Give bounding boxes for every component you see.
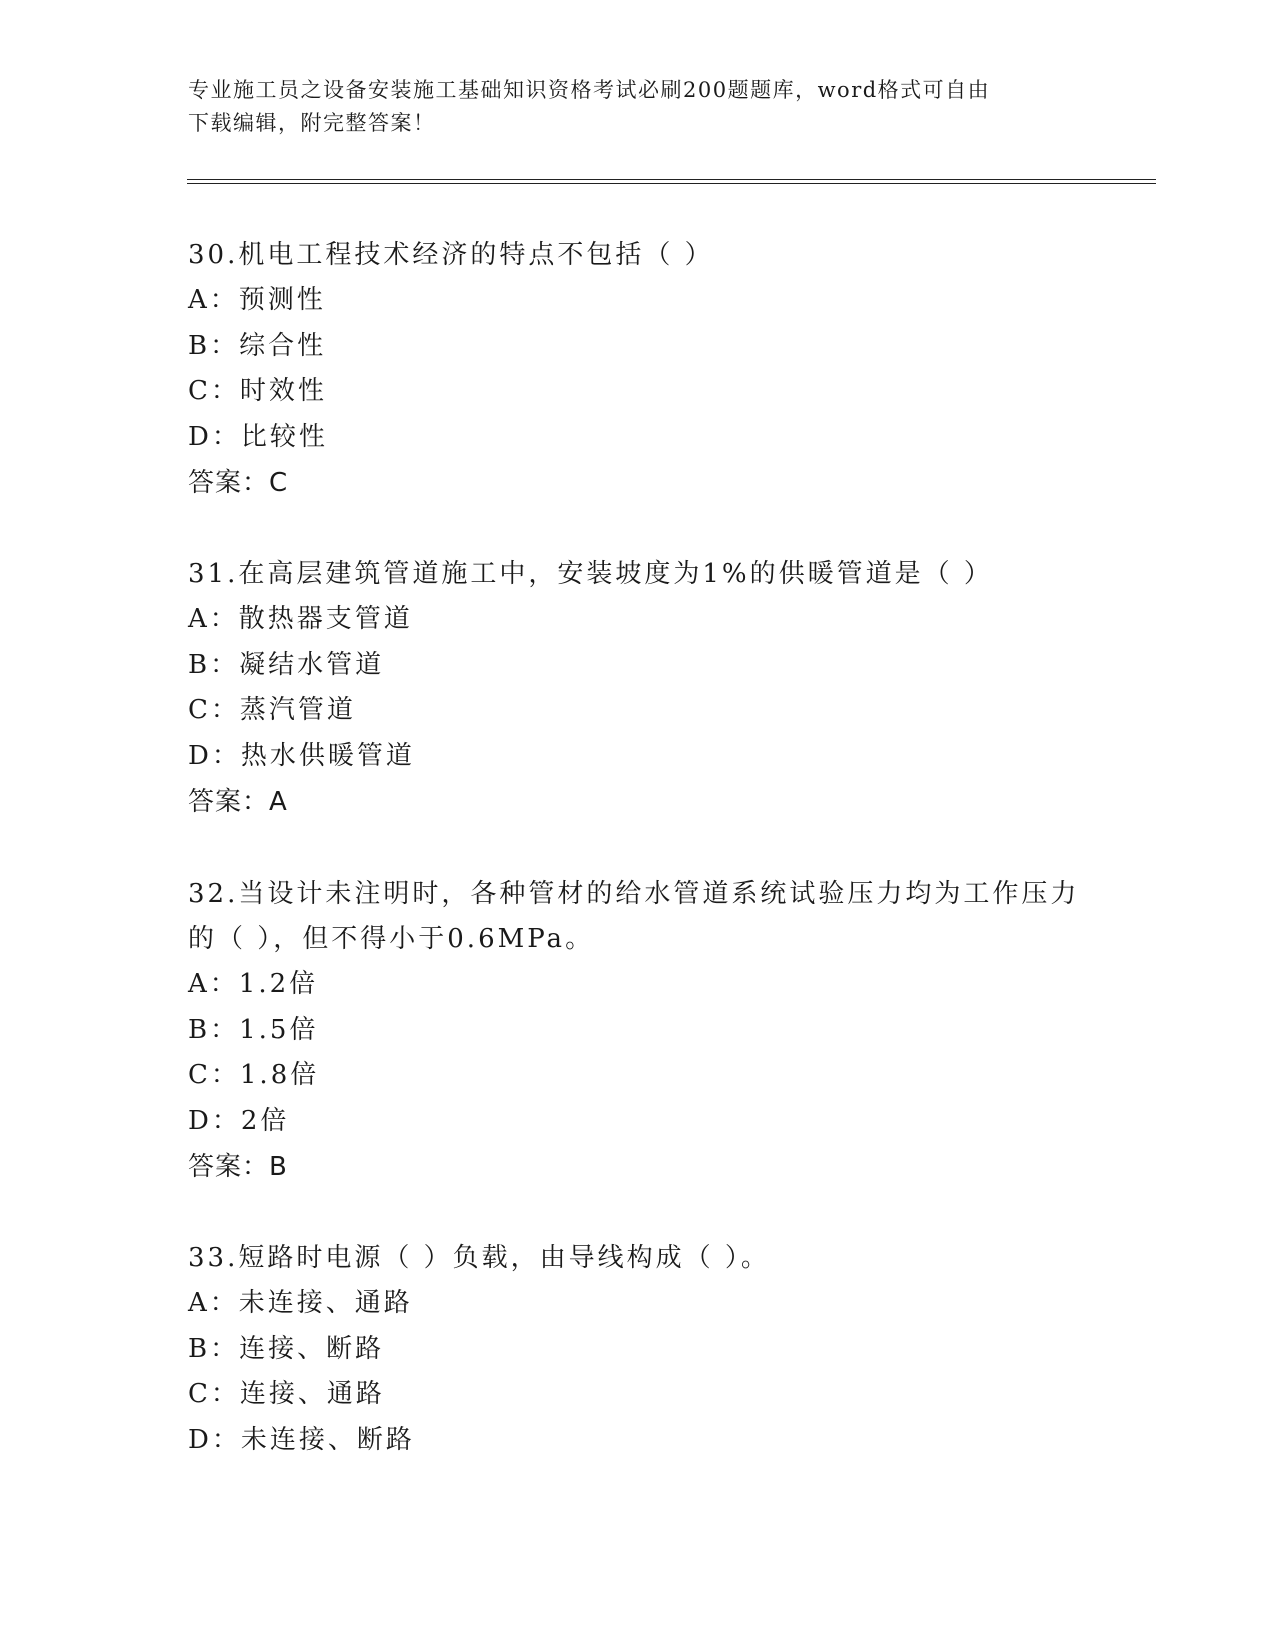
option-d: D：2倍	[188, 1105, 290, 1136]
header-line-1: 专业施工员之设备安装施工基础知识资格考试必刷200题题库，word格式可自由	[188, 78, 991, 102]
question-title-line-2: 的（ ），但不得小于0.6MPa。	[188, 924, 595, 954]
option-d: D：未连接、断路	[188, 1424, 415, 1455]
option-b: B：凝结水管道	[188, 649, 385, 680]
answer-line: 答案：B	[188, 1152, 288, 1182]
option-b: B：连接、断路	[188, 1333, 385, 1364]
option-a: A：1.2倍	[188, 969, 319, 999]
option-b: B：综合性	[188, 330, 327, 361]
option-b: B：1.5倍	[188, 1014, 319, 1045]
question-32	[188, 872, 1088, 1190]
document-header	[188, 74, 1068, 140]
question-title-line-1: 32.当设计未注明时，各种管材的给水管道系统试验压力均为工作压力	[188, 879, 1080, 909]
option-d: D：比较性	[188, 421, 328, 452]
question-title: 31.在高层建筑管道施工中，安装坡度为1%的供暖管道是（ ）	[188, 559, 993, 589]
question-title: 30.机电工程技术经济的特点不包括（ ）	[188, 240, 714, 270]
header-divider-bottom	[187, 183, 1156, 184]
answer-line: 答案：C	[188, 468, 289, 498]
option-c: C：蒸汽管道	[188, 695, 356, 725]
question-31	[188, 552, 1088, 825]
option-c: C：连接、通路	[188, 1379, 385, 1409]
question-33	[188, 1236, 1088, 1463]
option-a: A：散热器支管道	[188, 604, 413, 634]
header-divider-top	[187, 179, 1156, 180]
option-d: D：热水供暖管道	[188, 740, 415, 771]
question-30	[188, 233, 1088, 506]
option-c: C：时效性	[188, 376, 327, 406]
question-title: 33.短路时电源（ ）负载，由导线构成（ ）。	[188, 1243, 770, 1273]
option-a: A：未连接、通路	[188, 1288, 413, 1318]
option-c: C：1.8倍	[188, 1060, 320, 1090]
header-line-2: 下载编辑，附完整答案！	[188, 111, 436, 135]
option-a: A：预测性	[188, 285, 326, 315]
answer-line: 答案：A	[188, 787, 288, 817]
